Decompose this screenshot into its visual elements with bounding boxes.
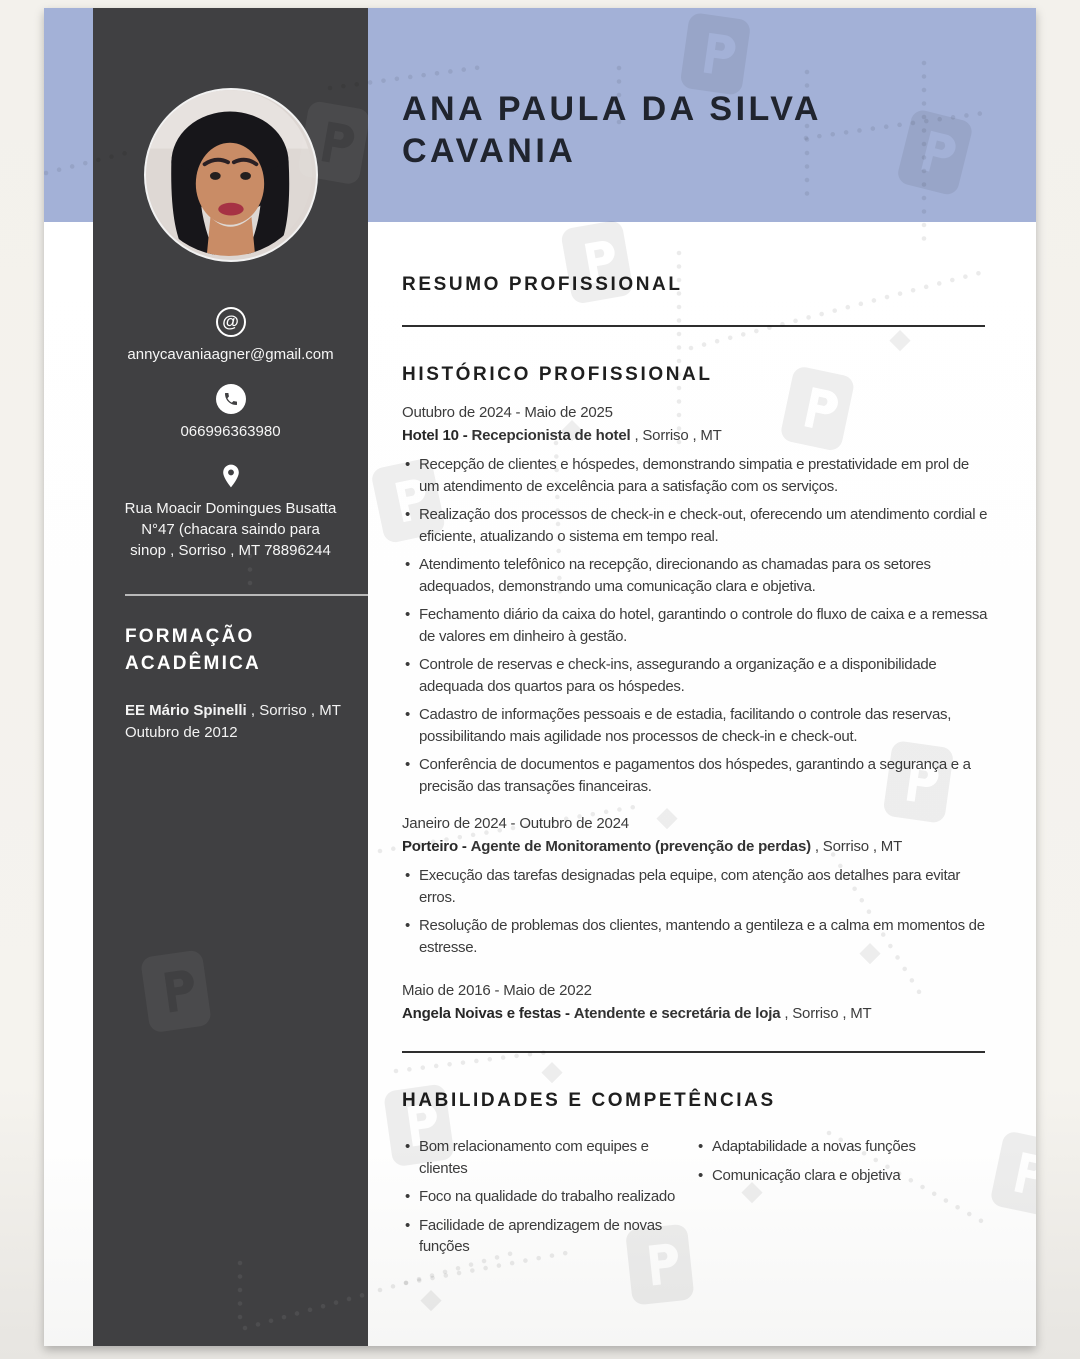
- job-location: , Sorriso , MT: [784, 1005, 872, 1022]
- job-bullet: • Atendimento telefônico na recepção, direcionando as chamadas para os setores adequados, demonstrando uma comunicação clara e objetiva.: [402, 554, 988, 597]
- profile-photo: [144, 88, 318, 262]
- job-bullet: • Realização dos processos de check-in e check-out, oferecendo um atendimento cordial e eficiente, atualizando o sistema em tempo real.: [402, 504, 988, 547]
- section-divider: [402, 325, 985, 327]
- education-entry: [125, 700, 356, 744]
- summary-section-title: RESUMO PROFISSIONAL: [402, 274, 683, 295]
- job-company: Porteiro -: [402, 838, 467, 855]
- job-dates: Janeiro de 2024 - Outubro de 2024: [402, 815, 629, 832]
- job-bullet-list: [402, 454, 988, 797]
- education-section-title: FORMAÇÃO ACADÊMICA: [125, 626, 261, 674]
- job-bullet: • Resolução de problemas dos clientes, mantendo a gentileza e a calma em momentos de estresse.: [402, 915, 988, 958]
- job-bullet: • Controle de reservas e check-ins, assegurando a organização e a disponibilidade adequada dos quartos para os hóspedes.: [402, 654, 988, 697]
- candidate-name: ANA PAULA DA SILVA CAVANIA: [402, 90, 821, 170]
- job-bullet: • Cadastro de informações pessoais e de estadia, facilitando o controle das reservas, possibilitando mais agilidade nos processos de check-in e check-out.: [402, 704, 988, 747]
- map-pin-icon: [216, 461, 246, 491]
- job-entry: [402, 813, 988, 958]
- education-school: EE Mário Spinelli: [125, 702, 247, 719]
- job-bullet: • Conferência de documentos e pagamentos dos hóspedes, garantindo a segurança e a precisão das transações financeiras.: [402, 754, 988, 797]
- education-location: , Sorriso , MT: [250, 702, 341, 719]
- skills-section-title: HABILIDADES E COMPETÊNCIAS: [402, 1090, 776, 1111]
- skill-item: • Bom relacionamento com equipes e clientes: [402, 1136, 695, 1179]
- email-value: annycavaniaagner@gmail.com: [127, 346, 334, 363]
- job-bullet: • Fechamento diário da caixa do hotel, garantindo o controle do fluxo de caixa e a remessa de valores em dinheiro à gestão.: [402, 604, 988, 647]
- job-location: , Sorriso , MT: [634, 427, 722, 444]
- job-company: Angela Noivas e festas -: [402, 1005, 570, 1022]
- skills-list: [402, 1136, 695, 1258]
- job-dates: Outubro de 2024 - Maio de 2025: [402, 404, 613, 421]
- skill-item: • Facilidade de aprendizagem de novas funções: [402, 1215, 695, 1258]
- email-icon: @: [216, 307, 246, 337]
- section-divider: [402, 1051, 985, 1053]
- address-value: Rua Moacir Domingues Busatta N°47 (chacara saindo para sinop , Sorriso , MT 78896244: [124, 500, 337, 559]
- phone-value: 066996363980: [180, 423, 281, 440]
- job-role: Recepcionista de hotel: [471, 427, 631, 444]
- job-entry: [402, 980, 988, 1025]
- skills-column-right: [695, 1129, 985, 1265]
- job-entry: [402, 402, 988, 797]
- job-bullet: • Execução das tarefas designadas pela equipe, com atenção aos detalhes para evitar erros.: [402, 865, 988, 908]
- skills-list: [695, 1136, 985, 1186]
- history-section-title: HISTÓRICO PROFISSIONAL: [402, 364, 713, 385]
- resume-page: [44, 8, 1036, 1346]
- job-role: Atendente e secretária de loja: [573, 1005, 781, 1022]
- education-date: Outubro de 2012: [125, 724, 238, 741]
- job-role: Agente de Monitoramento (prevenção de perdas): [470, 838, 811, 855]
- main-column: [402, 8, 988, 1265]
- job-title-line: [402, 424, 988, 447]
- job-company: Hotel 10 -: [402, 427, 468, 444]
- skill-item: • Foco na qualidade do trabalho realizado: [402, 1186, 695, 1208]
- job-title-line: [402, 835, 988, 858]
- job-dates: Maio de 2016 - Maio de 2022: [402, 982, 592, 999]
- job-bullet-list: [402, 865, 988, 958]
- skills-columns: [402, 1129, 988, 1265]
- job-bullet: • Recepção de clientes e hóspedes, demonstrando simpatia e prestatividade em prol de um atendimento de excelência para a satisfação com os serviços.: [402, 454, 988, 497]
- skill-item: • Adaptabilidade a novas funções: [695, 1136, 985, 1158]
- phone-icon: [216, 384, 246, 414]
- skill-item: • Comunicação clara e objetiva: [695, 1165, 985, 1187]
- skills-column-left: [402, 1129, 695, 1265]
- job-location: , Sorriso , MT: [814, 838, 903, 855]
- sidebar-divider: [125, 594, 368, 596]
- sidebar: [93, 8, 368, 1346]
- job-title-line: [402, 1002, 988, 1025]
